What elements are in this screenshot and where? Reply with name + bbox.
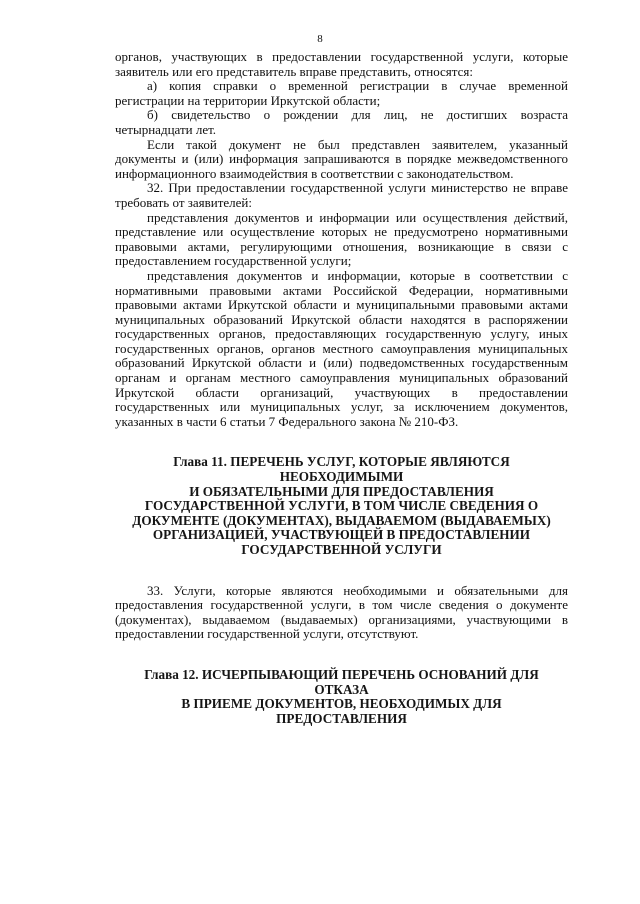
paragraph-item-a: а) копия справки о временной регистрации в случае временной регистрации на территории Иркутской области; [115, 78, 568, 108]
paragraph-32-item-1: представления документов и информации или осуществления действий, представление или осуществление которых не предусмотрено нормативными правовыми актами, регулирующими отношения, возникающие в связи с предоставлением государственной услуги; [115, 209, 568, 269]
heading-line: НЕОБХОДИМЫМИ [279, 469, 404, 485]
paragraph-continuation: органов, участвующих в предоставлении государственной услуги, которые заявитель или его представитель вправе представить, относятся: [115, 49, 568, 79]
paragraph-33: 33. Услуги, которые являются необходимыми и обязательными для предоставления государственной услуги, в том числе сведения о документе (документах), выдаваемом (выдаваемых) организациями, участвующими в предоставлении государственной услуги, отсутствуют. [115, 582, 568, 642]
heading-line: Глава 12. ИСЧЕРПЫВАЮЩИЙ ПЕРЕЧЕНЬ ОСНОВАНИЙ ДЛЯ [144, 666, 539, 682]
chapter-11-heading [115, 455, 568, 557]
heading-line: В ПРИЕМЕ ДОКУМЕНТОВ, НЕОБХОДИМЫХ ДЛЯ [181, 696, 502, 712]
heading-line: ОРГАНИЗАЦИЕЙ, УЧАСТВУЮЩЕЙ В ПРЕДОСТАВЛЕНИИ [152, 527, 531, 543]
heading-line: ПРЕДОСТАВЛЕНИЯ [276, 710, 407, 726]
heading-line: ОТКАЗА [314, 681, 369, 697]
paragraph-item-b: б) свидетельство о рождении для лиц, не достигших возраста четырнадцати лет. [115, 107, 568, 137]
heading-line: ГОСУДАРСТВЕННОЙ УСЛУГИ [241, 542, 442, 557]
heading-line: ГОСУДАРСТВЕННОЙ УСЛУГИ, В ТОМ ЧИСЛЕ СВЕДЕНИЯ О [144, 498, 539, 514]
heading-line: И ОБЯЗАТЕЛЬНЫМИ ДЛЯ ПРЕДОСТАВЛЕНИЯ [189, 483, 494, 499]
heading-line: ДОКУМЕНТЕ (ДОКУМЕНТАХ), ВЫДАВАЕМОМ (ВЫДАВАЕМЫХ) [132, 512, 551, 528]
paragraph-32: 32. При предоставлении государственной услуги министерство не вправе требовать от заявителей: [115, 180, 568, 210]
page-number: 8 [317, 33, 323, 45]
paragraph-32-item-2: представления документов и информации, которые в соответствии с нормативными правовыми актами Российской Федерации, нормативными правовыми актами Иркутской области и муниципальными правовыми актами муниципальных образований Иркутской области находятся в распоряжении государственных органов, предоставляющих государственную услугу, иных государственных органов, органов местного самоуправления муниципальных образований Иркутской области и (или) подведомственных государственным органам и органам местного самоуправления муниципальных образований Иркутской области организаций, участвующих в предоставлении государственных или муниципальных услуг, за исключением документов, указанных в части 6 статьи 7 Федерального закона № 210-ФЗ. [115, 267, 568, 429]
heading-line: Глава 11. ПЕРЕЧЕНЬ УСЛУГ, КОТОРЫЕ ЯВЛЯЮТСЯ [173, 454, 510, 470]
paragraph-interagency: Если такой документ не был представлен заявителем, указанный документы и (или) информация запрашиваются в порядке межведомственного информационного взаимодействия в соответствии с законодательством. [115, 136, 568, 181]
chapter-12-heading [115, 668, 568, 726]
document-body [115, 50, 568, 726]
